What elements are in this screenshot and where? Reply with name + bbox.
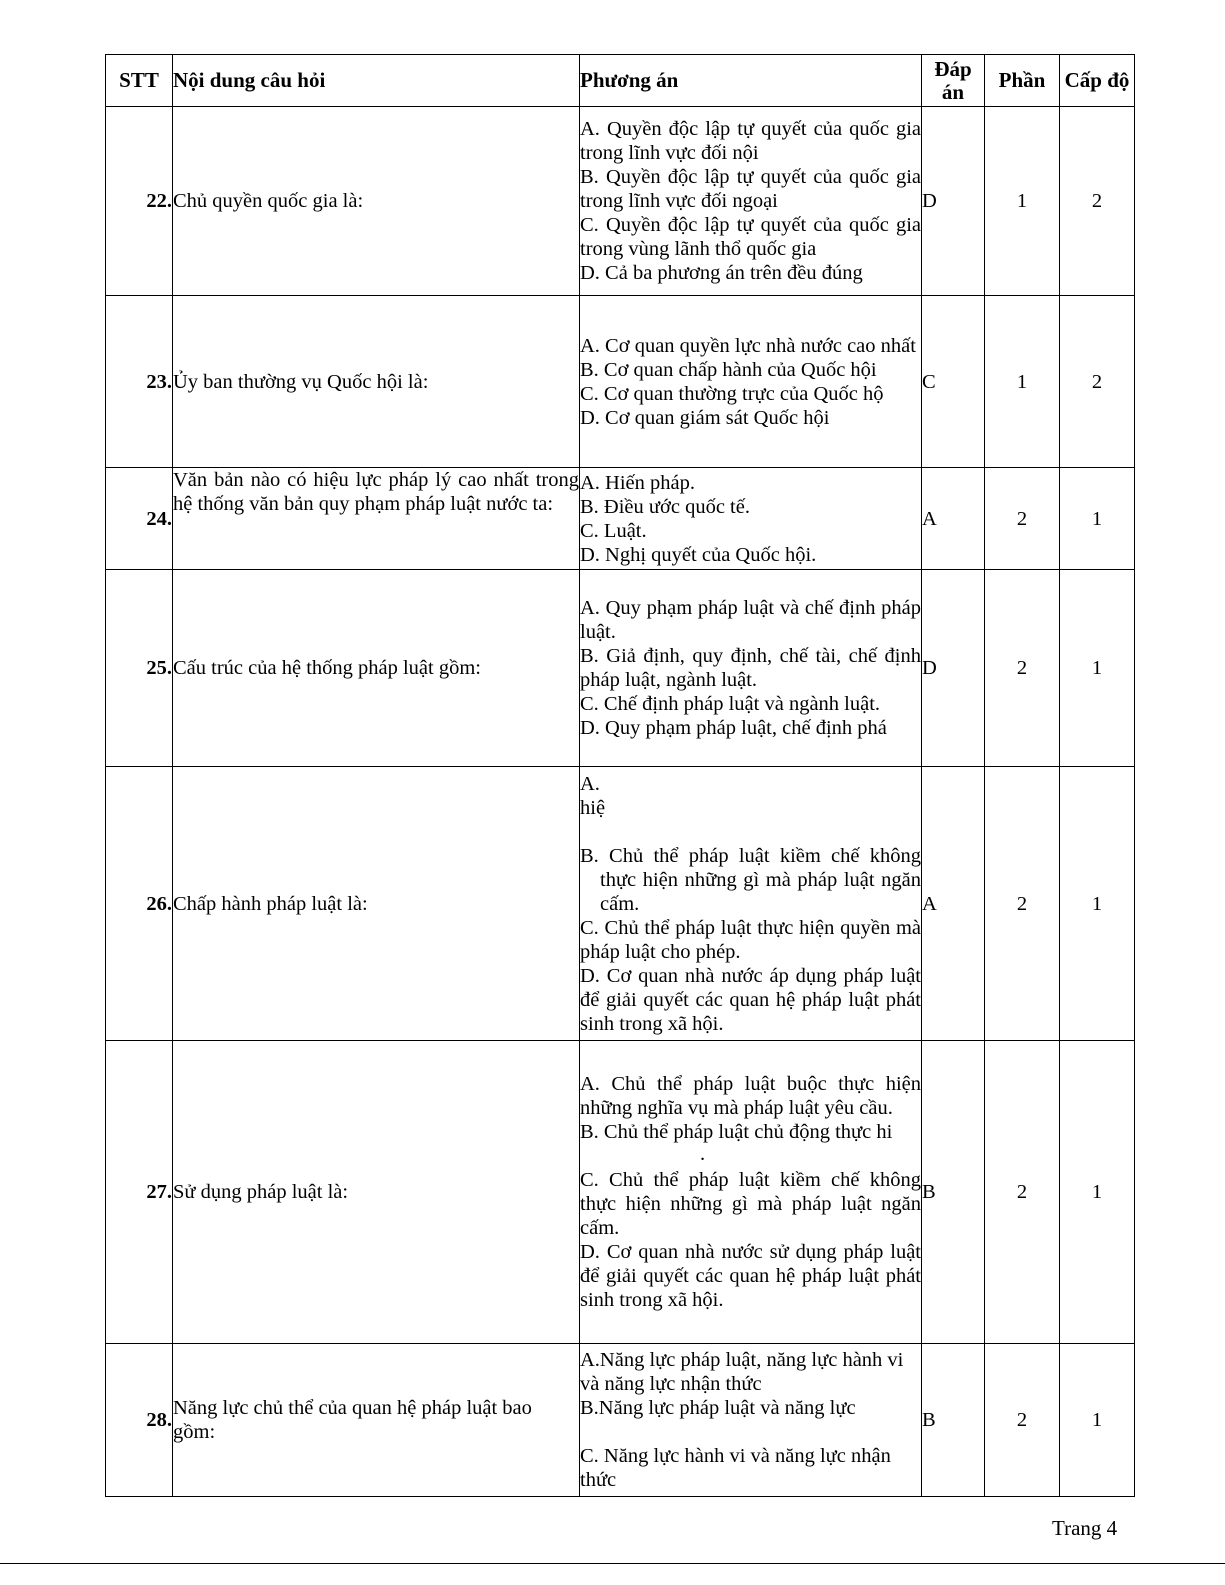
part: 1 — [985, 296, 1060, 468]
table-row — [106, 107, 1135, 296]
row-number: 28. — [106, 1344, 173, 1497]
option-c: C. Luật. — [580, 519, 647, 542]
level: 2 — [1060, 296, 1135, 468]
row-number: 26. — [106, 767, 173, 1041]
option-d: D. Quy phạm pháp luật, chế định phá — [580, 717, 887, 739]
level: 1 — [1060, 767, 1135, 1041]
part: 1 — [985, 107, 1060, 296]
answer: D — [922, 570, 985, 767]
answer: D — [922, 107, 985, 296]
options-cell — [580, 296, 922, 468]
options-cell — [580, 767, 922, 1041]
answer: C — [922, 296, 985, 468]
option-d: D. Cơ quan giám sát Quốc hội — [580, 406, 830, 429]
level: 2 — [1060, 107, 1135, 296]
option-c: C. Cơ quan thường trực của Quốc hộ — [580, 382, 884, 405]
part: 2 — [985, 1344, 1060, 1497]
answer: B — [922, 1041, 985, 1344]
header-cap-do: Cấp độ — [1060, 55, 1135, 107]
answer: A — [922, 468, 985, 570]
question-text: Chủ quyền quốc gia là: — [173, 107, 580, 296]
options-cell — [580, 468, 922, 570]
table-row — [106, 570, 1135, 767]
option-b: B. Giả định, quy định, chế tài, chế định pháp luật, ngành luật. — [580, 645, 921, 691]
row-number: 24. — [106, 468, 173, 570]
table-row — [106, 296, 1135, 468]
part: 2 — [985, 767, 1060, 1041]
question-table — [105, 54, 1135, 1497]
header-noi-dung: Nội dung câu hỏi — [173, 55, 580, 107]
question-text: Sử dụng pháp luật là: — [173, 1041, 580, 1344]
row-number: 22. — [106, 107, 173, 296]
question-text: Cấu trúc của hệ thống pháp luật gồm: — [173, 570, 580, 767]
level: 1 — [1060, 468, 1135, 570]
bottom-rule — [0, 1563, 1225, 1564]
row-number: 25. — [106, 570, 173, 767]
option-d: D. Cả ba phương án trên đều đúng — [580, 262, 863, 284]
question-text: Văn bản nào có hiệu lực pháp lý cao nhất trong hệ thống văn bản quy phạm pháp luật nước ta: — [173, 468, 580, 570]
level: 1 — [1060, 1344, 1135, 1497]
option-d: D. Nghị quyết của Quốc hội. — [580, 543, 817, 566]
option-c: C. Chủ thể pháp luật thực hiện quyền mà pháp luật cho phép. — [580, 916, 921, 963]
option-b: B. Chủ thể pháp luật chủ động thực hi — [580, 1121, 893, 1143]
level: 1 — [1060, 570, 1135, 767]
option-d: D. Cơ quan nhà nước sử dụng pháp luật để giải quyết các quan hệ pháp luật phát sinh trong xã hội. — [580, 1241, 921, 1311]
table-row — [106, 1041, 1135, 1344]
option-c: C. Năng lực hành vi và năng lực nhận thức — [580, 1445, 891, 1491]
option-c: C. Chủ thể pháp luật kiềm chế không thực hiện những gì mà pháp luật ngăn cấm. — [580, 1169, 921, 1239]
option-a: A. Cơ quan quyền lực nhà nước cao nhất — [580, 334, 916, 357]
option-b: B. Cơ quan chấp hành của Quốc hội — [580, 358, 877, 381]
header-phan: Phần — [985, 55, 1060, 107]
option-b: B. Điều ước quốc tế. — [580, 495, 750, 518]
answer: A — [922, 767, 985, 1041]
option-a-continued: hiệ — [580, 796, 606, 819]
option-a: A. Quyền độc lập tự quyết của quốc gia trong lĩnh vực đối nội — [580, 118, 921, 164]
part: 2 — [985, 1041, 1060, 1344]
options-cell — [580, 107, 922, 296]
table-row — [106, 1344, 1135, 1497]
option-c: C. Quyền độc lập tự quyết của quốc gia trong vùng lãnh thổ quốc gia — [580, 214, 921, 260]
question-text: Chấp hành pháp luật là: — [173, 767, 580, 1041]
option-a: A. — [580, 772, 600, 795]
option-a: A. Quy phạm pháp luật và chế định pháp luật. — [580, 597, 921, 643]
option-b: B.Năng lực pháp luật và năng lực — [580, 1397, 856, 1419]
part: 2 — [985, 570, 1060, 767]
part: 2 — [985, 468, 1060, 570]
option-b: B. Chủ thể pháp luật kiềm chế không thực hiện những gì mà pháp luật ngăn cấm. — [580, 844, 921, 915]
level: 1 — [1060, 1041, 1135, 1344]
option-a: A. Hiến pháp. — [580, 471, 696, 494]
row-number: 23. — [106, 296, 173, 468]
question-text: Năng lực chủ thể của quan hệ pháp luật bao gồm: — [173, 1344, 580, 1497]
stray-mark: . — [700, 1143, 706, 1165]
option-a: A. Chủ thể pháp luật buộc thực hiện những nghĩa vụ mà pháp luật yêu cầu. — [580, 1073, 921, 1119]
options-cell — [580, 570, 922, 767]
question-text: Ủy ban thường vụ Quốc hội là: — [173, 296, 580, 468]
options-cell — [580, 1041, 922, 1344]
header-dap-an: Đáp án — [922, 55, 985, 107]
header-row — [106, 55, 1135, 107]
answer: B — [922, 1344, 985, 1497]
options-cell — [580, 1344, 922, 1497]
option-b: B. Quyền độc lập tự quyết của quốc gia trong lĩnh vực đối ngoại — [580, 166, 921, 212]
header-phuong-an: Phương án — [580, 55, 922, 107]
table-row — [106, 767, 1135, 1041]
option-d: D. Cơ quan nhà nước áp dụng pháp luật để giải quyết các quan hệ pháp luật phát sinh trong xã hội. — [580, 964, 921, 1035]
table-row — [106, 468, 1135, 570]
header-stt: STT — [106, 55, 173, 107]
page-number: Trang 4 — [1052, 1516, 1118, 1540]
option-c: C. Chế định pháp luật và ngành luật. — [580, 693, 881, 715]
option-a: A.Năng lực pháp luật, năng lực hành vi và năng lực nhận thức — [580, 1349, 904, 1395]
row-number: 27. — [106, 1041, 173, 1344]
